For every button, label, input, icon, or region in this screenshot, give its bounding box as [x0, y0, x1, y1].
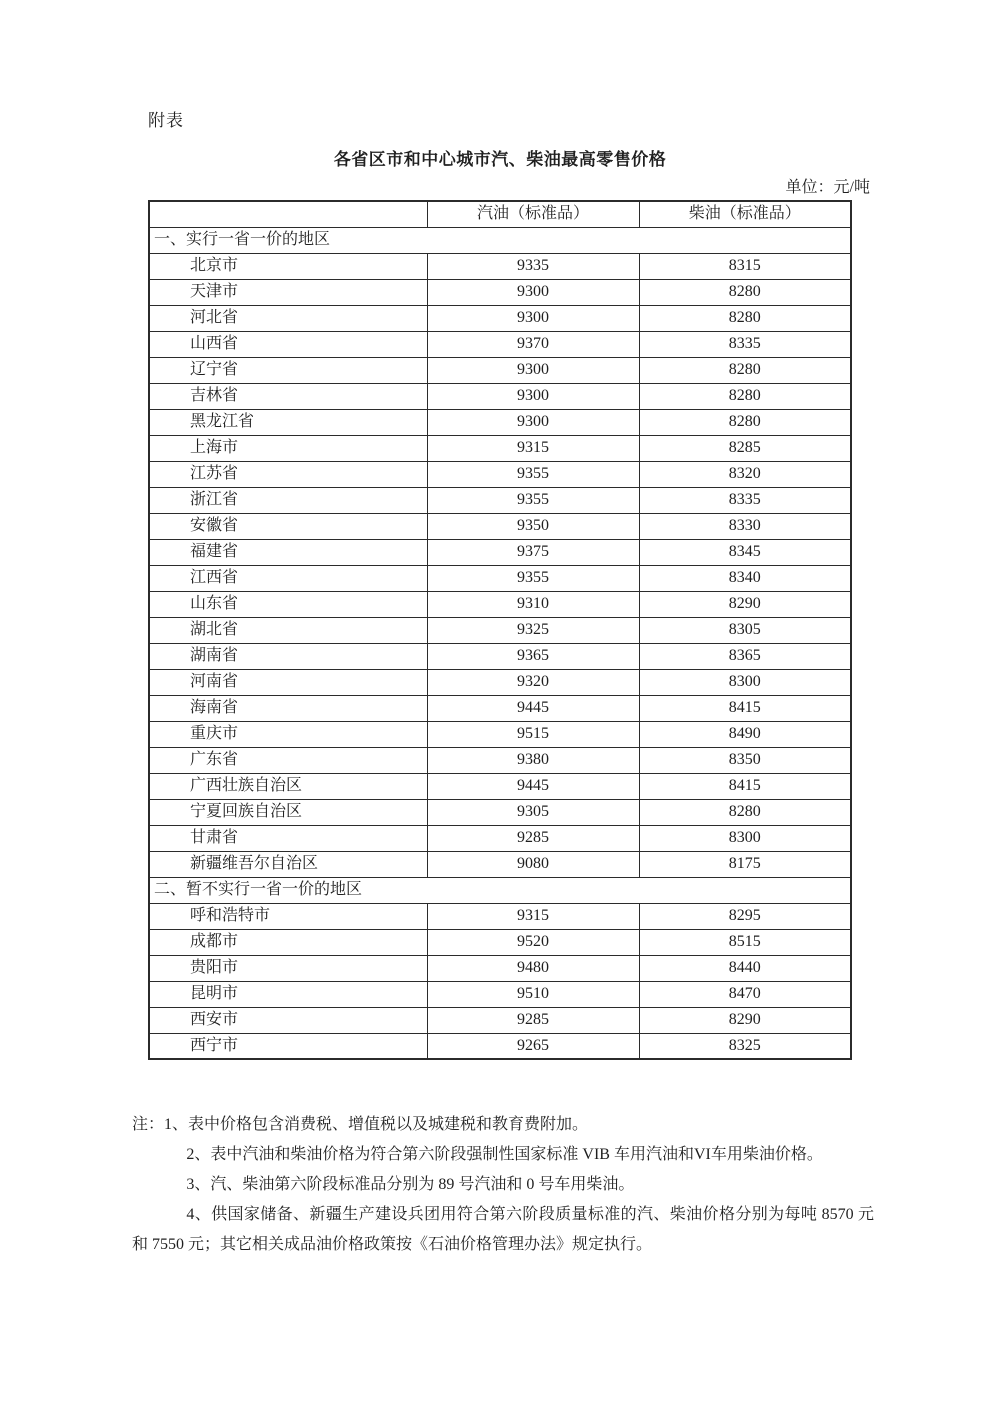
region-cell: 西安市 [149, 1007, 427, 1033]
region-cell: 辽宁省 [149, 357, 427, 383]
region-cell: 山东省 [149, 591, 427, 617]
diesel-price-cell: 8280 [639, 305, 851, 331]
gasoline-price-cell: 9335 [427, 253, 639, 279]
gasoline-column-header: 汽油（标准品） [427, 201, 639, 227]
table-row [149, 435, 851, 461]
gasoline-price-cell: 9520 [427, 929, 639, 955]
diesel-price-cell: 8280 [639, 357, 851, 383]
gasoline-price-cell: 9370 [427, 331, 639, 357]
gasoline-price-cell: 9380 [427, 747, 639, 773]
region-cell: 宁夏回族自治区 [149, 799, 427, 825]
diesel-price-cell: 8175 [639, 851, 851, 877]
region-cell: 广东省 [149, 747, 427, 773]
section-header-row [149, 877, 851, 903]
region-cell: 昆明市 [149, 981, 427, 1007]
diesel-price-cell: 8345 [639, 539, 851, 565]
price-table [148, 200, 852, 1060]
region-cell: 浙江省 [149, 487, 427, 513]
table-row [149, 253, 851, 279]
gasoline-price-cell: 9365 [427, 643, 639, 669]
gasoline-price-cell: 9265 [427, 1033, 639, 1059]
table-row [149, 929, 851, 955]
table-row [149, 721, 851, 747]
gasoline-price-cell: 9510 [427, 981, 639, 1007]
section-header: 一、实行一省一价的地区 [149, 227, 851, 253]
diesel-price-cell: 8340 [639, 565, 851, 591]
diesel-price-cell: 8415 [639, 773, 851, 799]
table-row [149, 903, 851, 929]
region-cell: 山西省 [149, 331, 427, 357]
diesel-price-cell: 8315 [639, 253, 851, 279]
table-row [149, 305, 851, 331]
diesel-price-cell: 8470 [639, 981, 851, 1007]
footnotes [132, 1110, 874, 1260]
region-cell: 福建省 [149, 539, 427, 565]
gasoline-price-cell: 9320 [427, 669, 639, 695]
footnote: 3、汽、柴油第六阶段标准品分别为 89 号汽油和 0 号车用柴油。 [186, 1176, 635, 1193]
diesel-price-cell: 8290 [639, 1007, 851, 1033]
diesel-price-cell: 8320 [639, 461, 851, 487]
diesel-price-cell: 8300 [639, 825, 851, 851]
region-cell: 黑龙江省 [149, 409, 427, 435]
region-cell: 河南省 [149, 669, 427, 695]
region-cell: 重庆市 [149, 721, 427, 747]
table-row [149, 1007, 851, 1033]
gasoline-price-cell: 9375 [427, 539, 639, 565]
page-title: 各省区市和中心城市汽、柴油最高零售价格 [333, 150, 667, 169]
diesel-price-cell: 8300 [639, 669, 851, 695]
table-row [149, 409, 851, 435]
diesel-price-cell: 8490 [639, 721, 851, 747]
diesel-price-cell: 8415 [639, 695, 851, 721]
table-row [149, 383, 851, 409]
diesel-price-cell: 8280 [639, 799, 851, 825]
table-row [149, 1033, 851, 1059]
gasoline-price-cell: 9285 [427, 1007, 639, 1033]
gasoline-price-cell: 9445 [427, 773, 639, 799]
region-cell: 成都市 [149, 929, 427, 955]
footnote: 注：1、表中价格包含消费税、增值税以及城建税和教育费附加。 [132, 1116, 589, 1133]
table-row [149, 617, 851, 643]
region-cell: 新疆维吾尔自治区 [149, 851, 427, 877]
unit-label: 单位：元/吨 [785, 179, 870, 196]
attachment-label: 附表 [148, 111, 184, 130]
region-cell: 西宁市 [149, 1033, 427, 1059]
diesel-price-cell: 8285 [639, 435, 851, 461]
diesel-price-cell: 8335 [639, 487, 851, 513]
region-cell: 湖北省 [149, 617, 427, 643]
gasoline-price-cell: 9315 [427, 435, 639, 461]
table-row [149, 331, 851, 357]
table-row [149, 539, 851, 565]
table-row [149, 747, 851, 773]
table-row [149, 279, 851, 305]
gasoline-price-cell: 9300 [427, 409, 639, 435]
diesel-price-cell: 8280 [639, 409, 851, 435]
table-row [149, 591, 851, 617]
diesel-price-cell: 8330 [639, 513, 851, 539]
region-cell: 安徽省 [149, 513, 427, 539]
gasoline-price-cell: 9355 [427, 461, 639, 487]
gasoline-price-cell: 9355 [427, 565, 639, 591]
table-row [149, 669, 851, 695]
gasoline-price-cell: 9300 [427, 383, 639, 409]
gasoline-price-cell: 9305 [427, 799, 639, 825]
region-cell: 广西壮族自治区 [149, 773, 427, 799]
table-row [149, 799, 851, 825]
diesel-price-cell: 8350 [639, 747, 851, 773]
table-row [149, 487, 851, 513]
diesel-price-cell: 8280 [639, 383, 851, 409]
region-cell: 贵阳市 [149, 955, 427, 981]
table-row [149, 357, 851, 383]
region-cell: 上海市 [149, 435, 427, 461]
diesel-price-cell: 8295 [639, 903, 851, 929]
table-row [149, 955, 851, 981]
region-cell: 江苏省 [149, 461, 427, 487]
region-cell: 江西省 [149, 565, 427, 591]
gasoline-price-cell: 9355 [427, 487, 639, 513]
table-row [149, 461, 851, 487]
gasoline-price-cell: 9325 [427, 617, 639, 643]
diesel-price-cell: 8335 [639, 331, 851, 357]
price-table-body [149, 201, 851, 1059]
diesel-price-cell: 8305 [639, 617, 851, 643]
region-cell: 北京市 [149, 253, 427, 279]
region-cell: 海南省 [149, 695, 427, 721]
table-row [149, 513, 851, 539]
diesel-column-header: 柴油（标准品） [639, 201, 851, 227]
diesel-price-cell: 8290 [639, 591, 851, 617]
diesel-price-cell: 8280 [639, 279, 851, 305]
region-column-header [149, 201, 427, 227]
gasoline-price-cell: 9285 [427, 825, 639, 851]
gasoline-price-cell: 9300 [427, 279, 639, 305]
column-header-row [149, 201, 851, 227]
region-cell: 天津市 [149, 279, 427, 305]
diesel-price-cell: 8365 [639, 643, 851, 669]
region-cell: 甘肃省 [149, 825, 427, 851]
section-header-row [149, 227, 851, 253]
gasoline-price-cell: 9480 [427, 955, 639, 981]
diesel-price-cell: 8440 [639, 955, 851, 981]
gasoline-price-cell: 9350 [427, 513, 639, 539]
gasoline-price-cell: 9310 [427, 591, 639, 617]
gasoline-price-cell: 9300 [427, 305, 639, 331]
table-row [149, 695, 851, 721]
table-row [149, 981, 851, 1007]
footnote: 2、表中汽油和柴油价格为符合第六阶段强制性国家标准 VIB 车用汽油和VI车用柴油价格。 [186, 1146, 823, 1163]
table-row [149, 565, 851, 591]
table-row [149, 851, 851, 877]
table-row [149, 773, 851, 799]
region-cell: 湖南省 [149, 643, 427, 669]
table-row [149, 825, 851, 851]
diesel-price-cell: 8325 [639, 1033, 851, 1059]
section-header: 二、暂不实行一省一价的地区 [149, 877, 851, 903]
gasoline-price-cell: 9445 [427, 695, 639, 721]
gasoline-price-cell: 9315 [427, 903, 639, 929]
table-row [149, 643, 851, 669]
region-cell: 吉林省 [149, 383, 427, 409]
gasoline-price-cell: 9300 [427, 357, 639, 383]
footnote: 4、供国家储备、新疆生产建设兵团用符合第六阶段质量标准的汽、柴油价格分别为每吨 8570 元和 7550 元；其它相关成品油价格政策按《石油价格管理办法》规定执行。 [132, 1206, 874, 1253]
region-cell: 河北省 [149, 305, 427, 331]
region-cell: 呼和浩特市 [149, 903, 427, 929]
gasoline-price-cell: 9080 [427, 851, 639, 877]
diesel-price-cell: 8515 [639, 929, 851, 955]
gasoline-price-cell: 9515 [427, 721, 639, 747]
